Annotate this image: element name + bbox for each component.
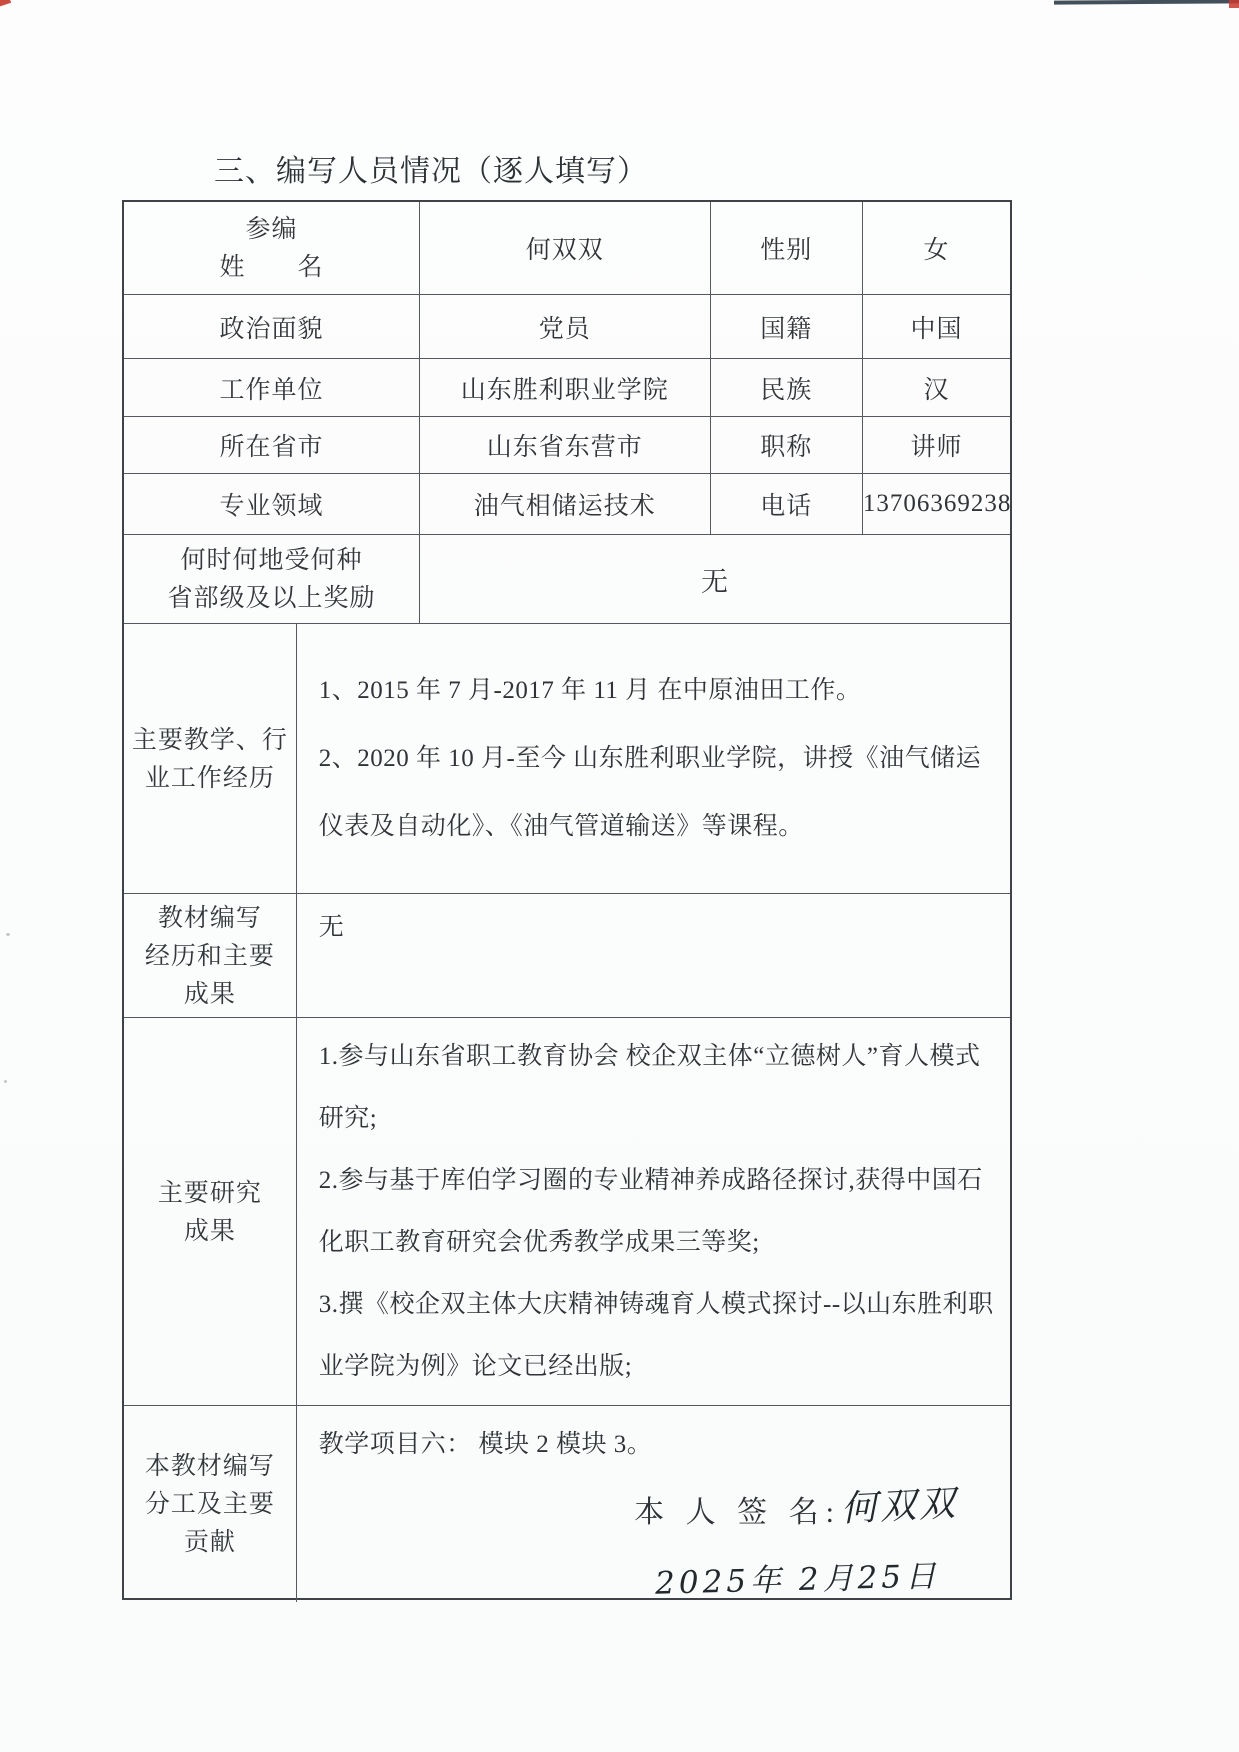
materials-label-cell xyxy=(124,894,297,1017)
nationality-label: 国籍 xyxy=(711,295,863,358)
contribution-label-line3: 贡献 xyxy=(183,1528,236,1556)
political-status-value: 党员 xyxy=(420,295,711,358)
table-row-experience xyxy=(124,623,1010,893)
gender-value: 女 xyxy=(923,237,950,264)
contribution-label-cell xyxy=(124,1406,297,1602)
title-rank-label: 职称 xyxy=(711,417,863,473)
materials-label-line1: 教材编写 xyxy=(157,903,262,932)
work-unit-value: 山东胜利职业学院 xyxy=(420,359,711,416)
phone-value: 13706369238 xyxy=(862,490,1012,517)
contribution-label-line1: 本教材编写 xyxy=(144,1452,275,1480)
gender-label: 性别 xyxy=(711,202,863,294)
research-label-line2: 成果 xyxy=(183,1216,236,1245)
experience-label-line2: 业工作经历 xyxy=(144,763,275,792)
table-row-awards xyxy=(124,534,1010,623)
contribution-label-line2: 分工及主要 xyxy=(144,1490,275,1518)
awards-value: 无 xyxy=(700,566,729,597)
materials-value: 无 xyxy=(318,914,345,941)
nationality-value: 中国 xyxy=(910,315,963,343)
name-label-line1: 参编 xyxy=(245,215,298,243)
phone-label: 电话 xyxy=(711,474,863,534)
research-item-2: 2.参与基于库伯学习圈的专业精神养成路径探讨,获得中国石化职工教育研究会优秀教学成果三等奖; xyxy=(318,1166,983,1256)
handwritten-signature: 何双双 xyxy=(839,1482,959,1531)
table-row-field-phone xyxy=(124,473,1010,534)
province-city-label: 所在省市 xyxy=(124,417,420,473)
contribution-text: 教学项目六： 模块 2 模块 3。 xyxy=(318,1431,653,1458)
research-item-3: 3.撰《校企双主体大庆精神铸魂育人模式探讨--以山东胜利职业学院为例》论文已经出版; xyxy=(318,1290,994,1380)
experience-item-1: 1、2015 年 7 月-2017 年 11 月 在中原油田工作。 xyxy=(318,676,862,704)
name-value: 何双双 xyxy=(420,202,711,294)
field-label: 专业领域 xyxy=(124,474,420,534)
research-label-line1: 主要研究 xyxy=(157,1178,262,1207)
table-row-work-unit xyxy=(124,358,1010,416)
scan-speck xyxy=(6,933,10,936)
table-row-province-city xyxy=(124,416,1010,473)
table-row-political-status xyxy=(124,294,1010,358)
awards-label-line1: 何时何地受何种 xyxy=(180,546,363,574)
materials-label-line2: 经历和主要 xyxy=(144,941,275,970)
research-item-1: 1.参与山东省职工教育协会 校企双主体“立德树人”育人模式研究; xyxy=(318,1042,981,1132)
handwritten-date: 2025年 2月25日 xyxy=(654,1558,941,1602)
work-unit-label: 工作单位 xyxy=(124,359,420,416)
ethnicity-value: 汉 xyxy=(923,376,950,404)
table-row-name xyxy=(124,202,1010,294)
experience-item-2: 2、2020 年 10 月-至今 山东胜利职业学院，讲授《油气储运仪表及自动化》、《油气管道输送》等课程。 xyxy=(318,744,982,840)
experience-label-line1: 主要教学、行 xyxy=(131,725,288,754)
personnel-info-table xyxy=(122,200,1012,1600)
table-row-research xyxy=(124,1017,1010,1405)
table-row-contribution xyxy=(124,1405,1010,1602)
name-label-line2: 姓 名 xyxy=(219,253,324,281)
scan-artifact-top-edge xyxy=(1054,0,1239,5)
materials-label-line3: 成果 xyxy=(183,979,236,1008)
contribution-content-cell xyxy=(297,1406,1010,1602)
research-label-cell xyxy=(124,1018,297,1405)
ethnicity-label: 民族 xyxy=(711,359,863,416)
scan-artifact-red-mark-topleft xyxy=(0,0,11,7)
table-row-materials-history xyxy=(124,893,1010,1017)
scan-speck xyxy=(4,1080,7,1083)
awards-label-cell xyxy=(124,535,420,623)
province-city-value: 山东省东营市 xyxy=(420,417,711,473)
title-rank-value: 讲师 xyxy=(910,434,963,461)
experience-content-cell xyxy=(297,624,1010,893)
page-title: 三、编写人员情况（逐人填写） xyxy=(214,155,648,188)
signature-line xyxy=(634,1482,958,1533)
research-content-cell xyxy=(297,1018,1010,1405)
materials-content-cell xyxy=(297,894,1010,1017)
experience-label-cell xyxy=(124,624,297,893)
scan-artifact-red-mark-topright xyxy=(1229,0,1239,8)
signature-label: 本 人 签 名: xyxy=(634,1496,841,1529)
name-label-cell xyxy=(124,202,420,294)
awards-label-line2: 省部级及以上奖励 xyxy=(167,584,376,612)
political-status-label: 政治面貌 xyxy=(124,295,420,358)
field-value: 油气相储运技术 xyxy=(420,474,711,534)
